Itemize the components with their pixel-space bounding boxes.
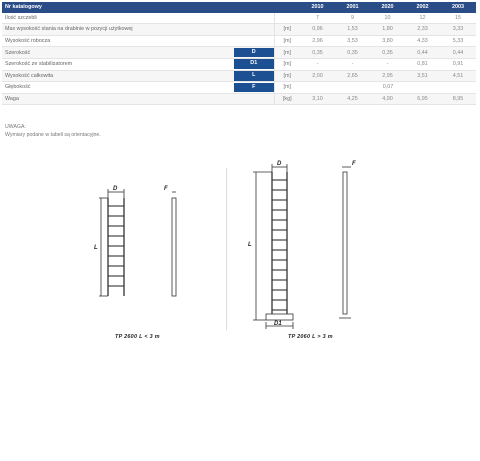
- cell-value: 3,51: [405, 70, 440, 82]
- table-row: [2, 58, 476, 70]
- cell-value: 9: [335, 13, 370, 24]
- cell-value: 2,65: [335, 70, 370, 82]
- table-row: [2, 82, 476, 94]
- cell-value: -: [370, 58, 405, 70]
- ladder-drawing-short: [0, 150, 240, 320]
- cell-value: 2,33: [405, 24, 440, 36]
- note-text: Wymiary podane w tabeli są orientacyjne.: [5, 132, 101, 138]
- row-unit: [m]: [274, 70, 300, 82]
- cell-value: -: [335, 58, 370, 70]
- cell-value-spanning: 0,07: [300, 82, 476, 94]
- dim-label-width: D: [113, 186, 118, 192]
- cell-value: 0,44: [440, 47, 476, 59]
- cell-value: 4,90: [370, 93, 405, 105]
- row-unit: [m]: [274, 58, 300, 70]
- cell-value: 0,35: [300, 47, 335, 59]
- cell-value: 3,33: [440, 24, 476, 36]
- symbol-badge: F: [234, 83, 274, 93]
- symbol-badge: L: [234, 71, 274, 81]
- cell-value: 12: [405, 13, 440, 24]
- ladder-rungs: [108, 206, 124, 286]
- cell-value: 0,44: [405, 47, 440, 59]
- cell-value: 10: [370, 13, 405, 24]
- cell-value: 1,53: [335, 24, 370, 36]
- header-catalog-label: Nr katalogowy: [2, 2, 300, 13]
- header-col-2020: 2020: [370, 2, 405, 13]
- row-unit: [m]: [274, 82, 300, 94]
- cell-value: 6,95: [405, 93, 440, 105]
- row-symbol: [234, 13, 274, 24]
- cell-value: 0,96: [300, 24, 335, 36]
- header-col-2002: 2002: [405, 2, 440, 13]
- dim-label-depth: F: [164, 186, 168, 192]
- table-row: [2, 13, 476, 24]
- symbol-badge: D1: [234, 59, 274, 69]
- header-col-2001: 2001: [335, 2, 370, 13]
- row-symbol: [234, 24, 274, 36]
- dim-label-base: D1: [274, 321, 282, 327]
- row-label: Szerokość ze stabilizatorem: [2, 58, 234, 70]
- dim-label-height: L: [94, 245, 98, 251]
- cell-value: 0,35: [335, 47, 370, 59]
- row-symbol: [234, 47, 274, 59]
- table-row: [2, 70, 476, 82]
- row-symbol: [234, 35, 274, 47]
- cell-value: 8,95: [440, 93, 476, 105]
- row-label: Wysokość robocza: [2, 35, 234, 47]
- table-row: [2, 93, 476, 105]
- spec-table: [2, 2, 476, 105]
- cell-value: 2,95: [370, 70, 405, 82]
- ladder-rungs: [272, 180, 287, 310]
- cell-value: 15: [440, 13, 476, 24]
- cell-value: 4,51: [440, 70, 476, 82]
- row-unit: [m]: [274, 24, 300, 36]
- cell-value: 3,80: [370, 35, 405, 47]
- cell-value: 0,91: [440, 58, 476, 70]
- row-label: Ilość szczebli: [2, 13, 234, 24]
- cell-value: 3,10: [300, 93, 335, 105]
- cell-value: 7: [300, 13, 335, 24]
- dim-label-height: L: [248, 242, 252, 248]
- ladder-side-view: [172, 198, 176, 296]
- row-label: Waga: [2, 93, 234, 105]
- row-unit: [m]: [274, 35, 300, 47]
- row-unit: [m]: [274, 47, 300, 59]
- cell-value: 2,96: [300, 35, 335, 47]
- row-label: Szerokość: [2, 47, 234, 59]
- symbol-badge: D: [234, 48, 274, 58]
- row-symbol: [234, 70, 274, 82]
- table-row: [2, 24, 476, 36]
- row-symbol: [234, 58, 274, 70]
- row-symbol: [234, 82, 274, 94]
- cell-value: 2,00: [300, 70, 335, 82]
- table-row: [2, 35, 476, 47]
- cell-value: 3,53: [335, 35, 370, 47]
- dim-label-width: D: [277, 161, 282, 167]
- cell-value: 4,25: [335, 93, 370, 105]
- note-title: UWAGA:: [5, 124, 26, 130]
- header-col-2010: 2010: [300, 2, 335, 13]
- table-header-row: [2, 2, 476, 13]
- ladder-side-view: [343, 172, 347, 314]
- row-label: Max wysokość stania na drabinie w pozycji użytkowej: [2, 24, 234, 36]
- row-label: Głębokość: [2, 82, 234, 94]
- cell-value: -: [300, 58, 335, 70]
- table-row: [2, 47, 476, 59]
- cell-value: 4,33: [405, 35, 440, 47]
- cell-value: 0,81: [405, 58, 440, 70]
- row-unit: [kg]: [274, 93, 300, 105]
- cell-value: 5,33: [440, 35, 476, 47]
- row-symbol: [234, 93, 274, 105]
- cell-value: 0,35: [370, 47, 405, 59]
- cell-value: 1,80: [370, 24, 405, 36]
- header-col-2003: 2003: [440, 2, 476, 13]
- stabilizer-base: [266, 314, 293, 320]
- row-unit: [274, 13, 300, 24]
- caption-short-ladder: TP 2600 L < 3 m: [115, 334, 160, 340]
- dim-label-depth: F: [352, 161, 356, 167]
- caption-tall-ladder: TP 2060 L > 3 m: [288, 334, 333, 340]
- ladder-drawing-tall: [226, 150, 406, 335]
- row-label: Wysokość całkowita: [2, 70, 234, 82]
